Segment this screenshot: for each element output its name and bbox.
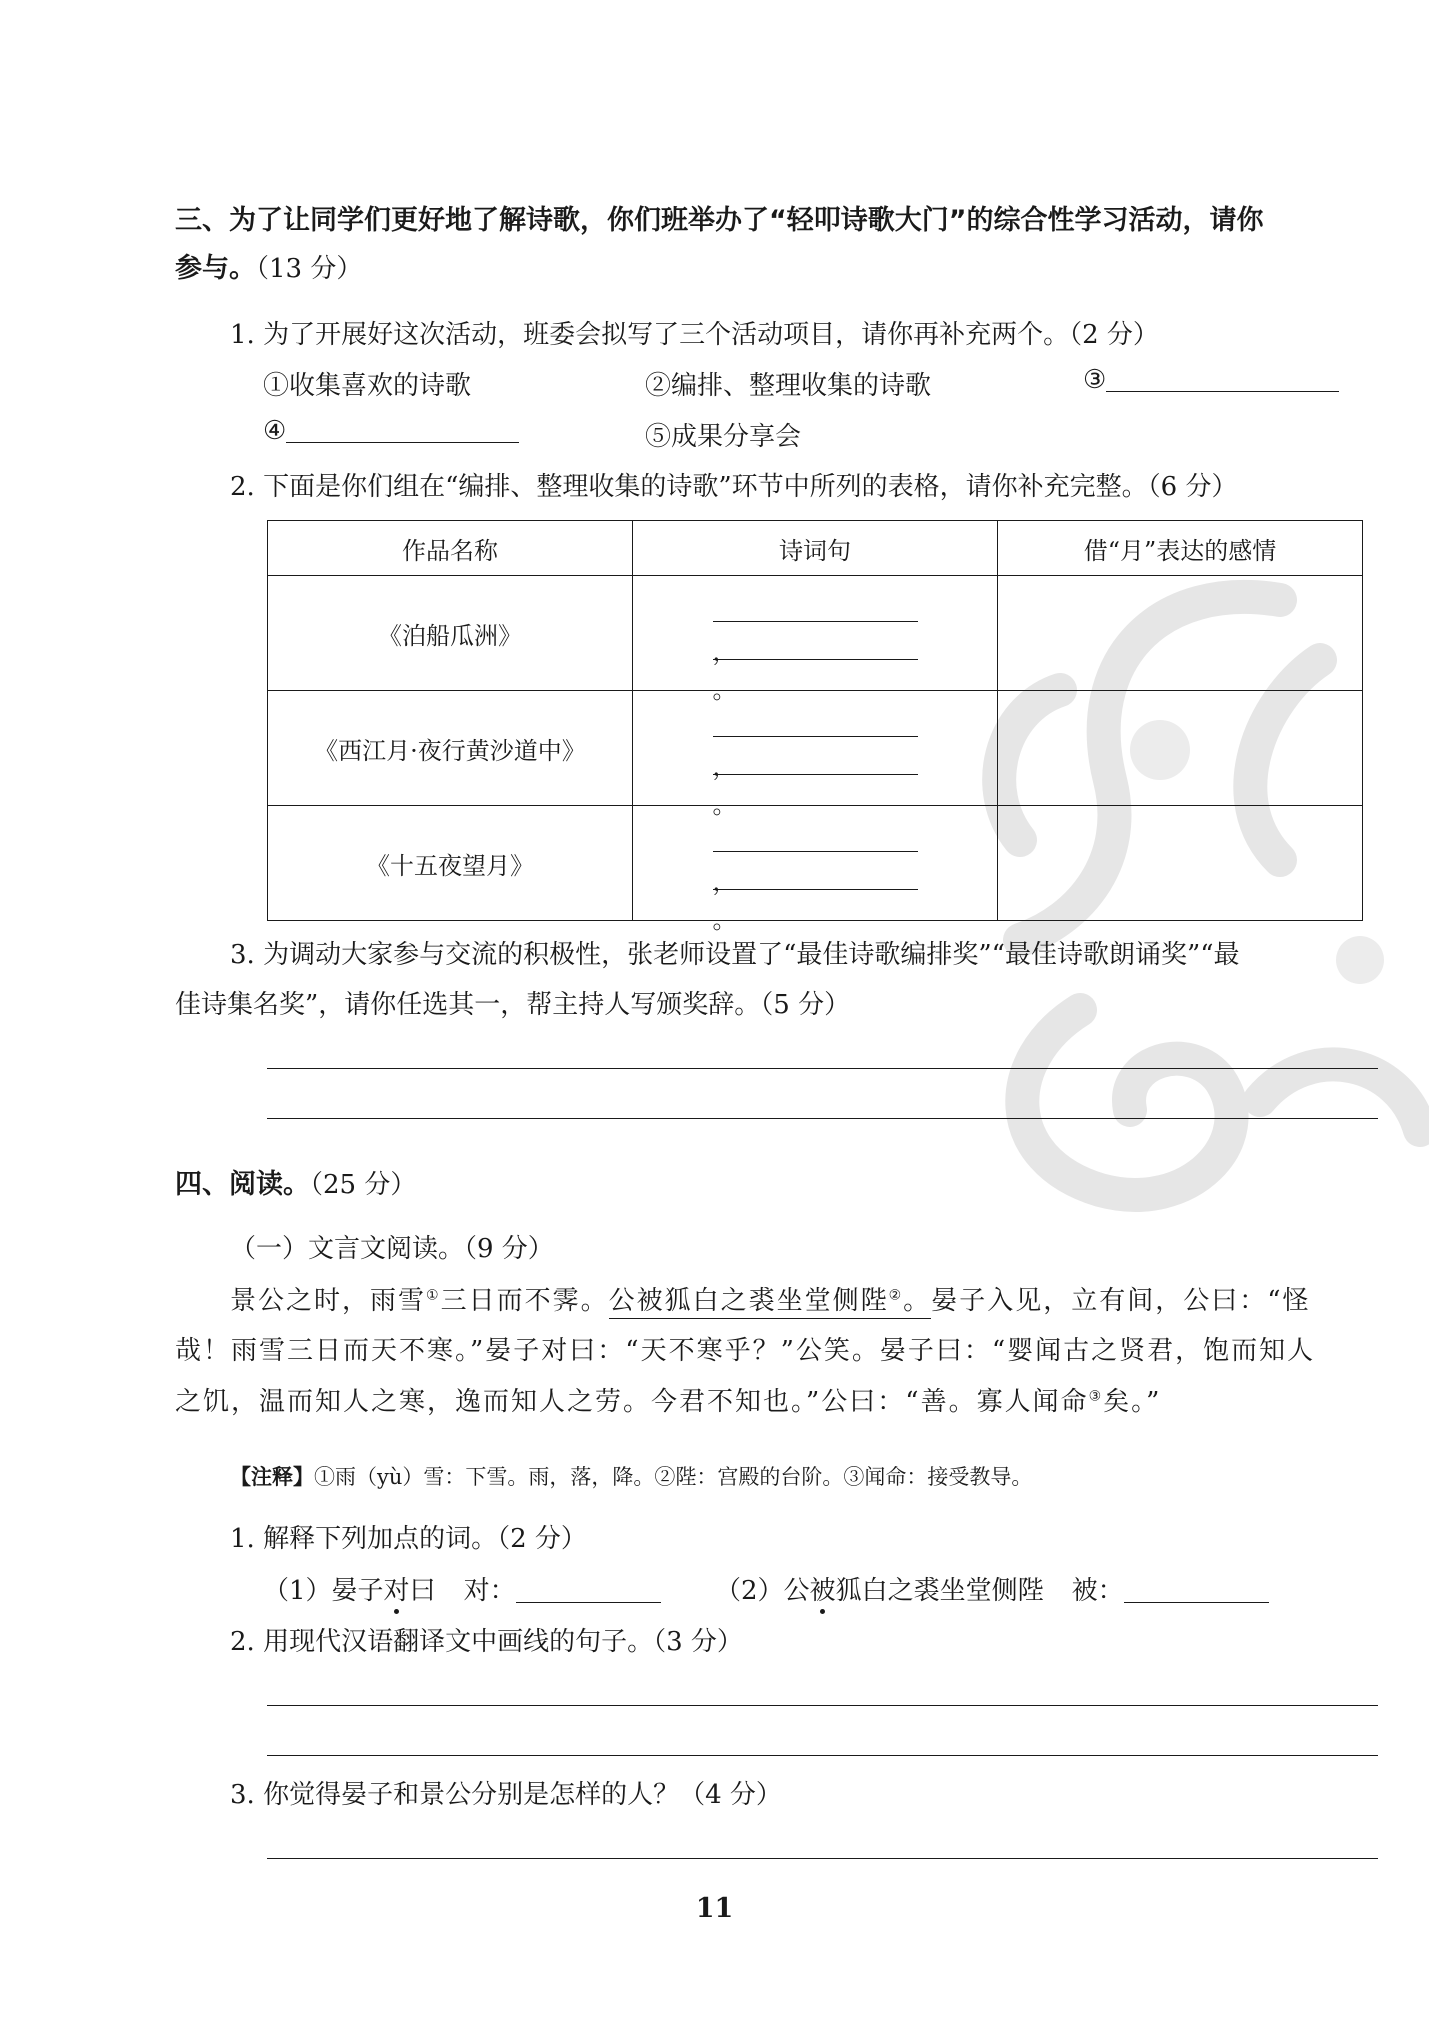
- poem-title-cell: 《十五夜望月》: [268, 806, 633, 921]
- dotted-word: 被: [809, 1576, 836, 1606]
- emotion-cell[interactable]: [998, 691, 1363, 806]
- section3-q3-line2: 佳诗集名奖”，请你任选其一，帮主持人写颁奖辞。（5 分）: [175, 990, 851, 1020]
- answer-blank[interactable]: [516, 1576, 661, 1603]
- item4-label: ④: [263, 416, 287, 446]
- poem-lines-cell[interactable]: [633, 691, 998, 819]
- section4-q2-prompt: 2. 用现代汉语翻译文中画线的句子。（3 分）: [230, 1627, 743, 1657]
- emotion-cell[interactable]: [998, 806, 1363, 921]
- section4-title-text: 四、阅读。: [175, 1169, 310, 1200]
- poem-title-cell: 《泊船瓜洲》: [268, 576, 633, 691]
- poem-lines-cell[interactable]: [633, 806, 998, 934]
- line-blank-2[interactable]: 。: [713, 863, 918, 901]
- table-header-title: 作品名称: [268, 521, 633, 576]
- section4-q1-prompt: 1. 解释下列加点的词。（2 分）: [230, 1524, 587, 1554]
- annotation-label: 【注释】: [230, 1465, 314, 1489]
- underlined-sentence: 公被狐白之裘坐堂侧陛②。: [609, 1286, 932, 1319]
- table-row: [268, 576, 1363, 691]
- answer-blank[interactable]: [1124, 1576, 1269, 1603]
- annotation-text: ①雨（yù）雪：下雪。雨，落，降。②陛：宫殿的台阶。③闻命：接受教导。: [314, 1465, 1033, 1489]
- section3-q3-line1: 3. 为调动大家参与交流的积极性，张老师设置了“最佳诗歌编排奖”“最佳诗歌朗诵奖”“最: [230, 940, 1240, 970]
- section4-part1: （一）文言文阅读。（9 分）: [230, 1234, 554, 1264]
- answer-line[interactable]: [267, 1858, 1378, 1859]
- passage-text: 之饥，温而知人之寒，逸而知人之劳。今君不知也。”公曰：“善。寡人闻命: [175, 1387, 1089, 1417]
- page-number: 11: [695, 1893, 734, 1924]
- answer-line[interactable]: [267, 1705, 1378, 1706]
- poem-title-cell: 《西江月·夜行黄沙道中》: [268, 691, 633, 806]
- emotion-cell[interactable]: [998, 576, 1363, 691]
- passage-text: 三日而不霁。: [440, 1286, 609, 1316]
- section3-q1-item2: ②编排、整理收集的诗歌: [645, 371, 932, 401]
- section4-score: （25 分）: [310, 1170, 417, 1200]
- item3-label: ③: [1083, 365, 1107, 395]
- section3-q1-item1: ①收集喜欢的诗歌: [263, 371, 472, 401]
- line-blank-2[interactable]: 。: [713, 633, 918, 671]
- table-row: [268, 806, 1363, 921]
- footnote-mark: ③: [1088, 1388, 1104, 1405]
- section3-title-line1: 三、为了让同学们更好地了解诗歌，你们班举办了“轻叩诗歌大门”的综合性学习活动，请你: [175, 205, 1264, 236]
- section3-q1-item5: ⑤成果分享会: [645, 422, 802, 452]
- passage-line-1: [230, 1280, 1310, 1317]
- section3-q1-prompt: 1. 为了开展好这次活动，班委会拟写了三个活动项目，请你再补充两个。（2 分）: [230, 320, 1159, 350]
- poem-table: [267, 520, 1363, 934]
- passage-line-3: [175, 1381, 1161, 1418]
- section4-q3-prompt: 3. 你觉得晏子和景公分别是怎样的人？（4 分）: [230, 1780, 782, 1810]
- table-header-lines: 诗词句: [633, 521, 998, 576]
- section3-q1-item4: [263, 416, 519, 446]
- section3-q1-item3: [1083, 365, 1339, 395]
- annotation: [230, 1461, 1032, 1491]
- line-blank-1[interactable]: ，: [713, 825, 918, 863]
- table-row: [268, 691, 1363, 806]
- line-blank-1[interactable]: ，: [713, 595, 918, 633]
- dotted-word: 对: [383, 1576, 410, 1606]
- line-blank-2[interactable]: 。: [713, 748, 918, 786]
- table-header-emotion: 借“月”表达的感情: [998, 521, 1363, 576]
- item4-answer-blank[interactable]: [286, 416, 519, 443]
- answer-line[interactable]: [267, 1755, 1378, 1756]
- section4-title: [175, 1162, 416, 1201]
- section4-q1-b: （2）公被狐白之裘坐堂侧陛 被：: [715, 1570, 1269, 1607]
- table-header-row: [268, 521, 1363, 576]
- section3-title-line2: [175, 246, 362, 285]
- passage-text: 晏子入见，立有间，公曰：“怪: [931, 1286, 1311, 1316]
- section3-score: （13 分）: [256, 254, 363, 284]
- passage-text: 矣。”: [1103, 1387, 1162, 1417]
- section3-title-text: 参与。: [175, 253, 256, 284]
- section4-q1-a: （1）晏子对曰 对：: [263, 1570, 661, 1607]
- section3-q2-prompt: 2. 下面是你们组在“编排、整理收集的诗歌”环节中所列的表格，请你补充完整。（6 分）: [230, 472, 1238, 502]
- passage-line-2: 哉！雨雪三日而天不寒。”晏子对曰：“天不寒乎？”公笑。晏子曰：“婴闻古之贤君，饱而知人: [175, 1336, 1316, 1366]
- line-blank-1[interactable]: ，: [713, 710, 918, 748]
- answer-line[interactable]: [267, 1068, 1378, 1069]
- poem-lines-cell[interactable]: [633, 576, 998, 704]
- item3-answer-blank[interactable]: [1106, 365, 1339, 392]
- passage-text: 景公之时，雨雪: [230, 1286, 427, 1316]
- footnote-mark: ①: [426, 1287, 441, 1304]
- answer-line[interactable]: [267, 1118, 1378, 1119]
